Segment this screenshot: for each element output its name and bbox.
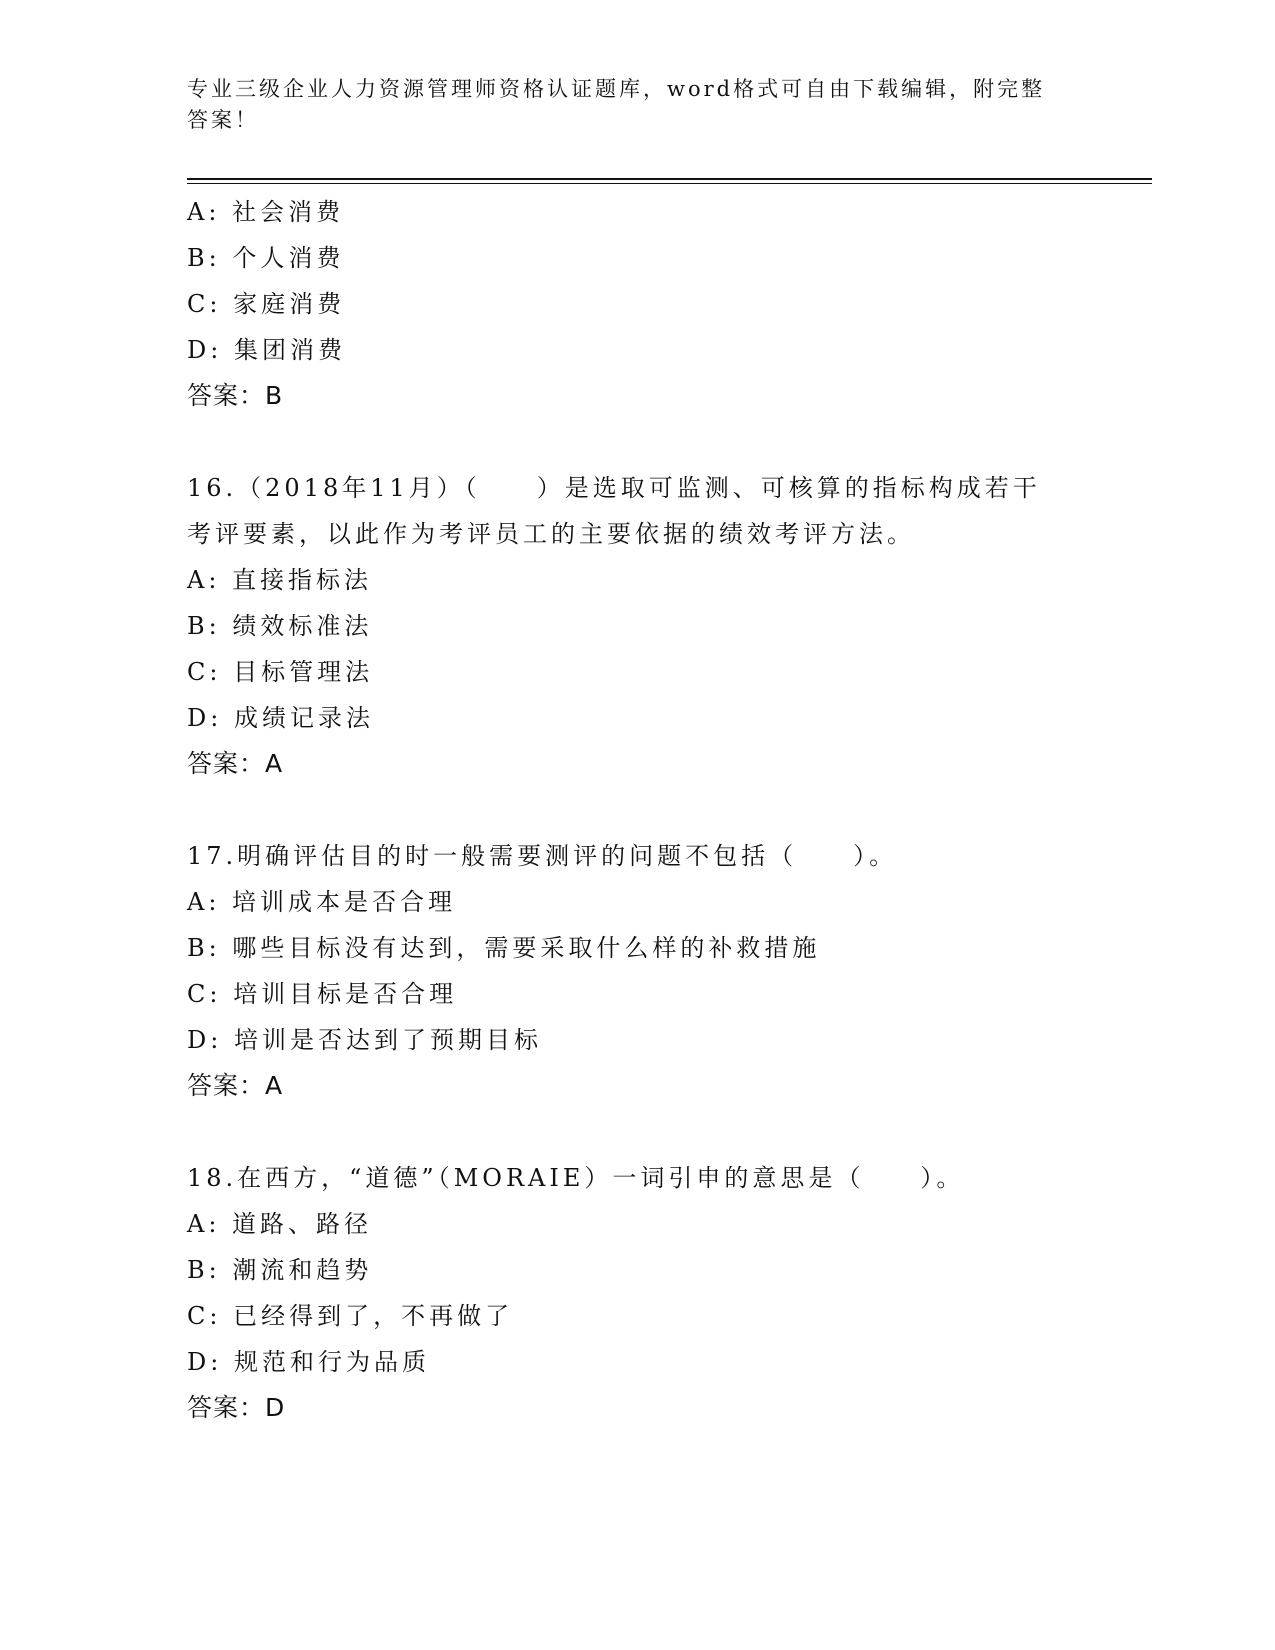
option-d: D: 成绩记录法 <box>187 704 374 732</box>
option-d: D: 规范和行为品质 <box>187 1348 430 1376</box>
question-17-block <box>187 833 1087 1109</box>
question-content <box>187 189 1087 1431</box>
header-line-1: 专业三级企业人力资源管理师资格认证题库，word格式可自由下载编辑，附完整 <box>187 77 1046 101</box>
question-stem-line-1: 16.（2018年11月）（ ）是选取可监测、可核算的指标构成若干 <box>187 474 1041 502</box>
question-stem-line-1: 18.在西方，“道德”（MORAIE）一词引申的意思是（ ）。 <box>187 1164 965 1192</box>
option-b: B: 哪些目标没有达到，需要采取什么样的补救措施 <box>187 934 821 962</box>
question-16-block <box>187 465 1087 787</box>
option-b: B: 绩效标准法 <box>187 612 373 640</box>
spacer <box>187 787 1087 833</box>
option-a: A: 社会消费 <box>187 198 345 226</box>
header-line-2: 答案！ <box>187 108 259 132</box>
header-rule-thin <box>187 183 1152 184</box>
option-a: A: 直接指标法 <box>187 566 373 594</box>
question-stem-line-2: 考评要素，以此作为考评员工的主要依据的绩效考评方法。 <box>187 520 915 548</box>
option-a: A: 培训成本是否合理 <box>187 888 457 916</box>
page-header <box>187 74 1067 136</box>
option-b: B: 潮流和趋势 <box>187 1256 373 1284</box>
option-c: C: 已经得到了，不再做了 <box>187 1302 514 1330</box>
spacer <box>187 1109 1087 1155</box>
option-a: A: 道路、路径 <box>187 1210 373 1238</box>
answer-line: 答案：A <box>187 749 284 778</box>
answer-line: 答案：A <box>187 1071 284 1100</box>
answer-line: 答案：D <box>187 1393 286 1422</box>
answer-line: 答案：B <box>187 381 284 410</box>
question-18-block <box>187 1155 1087 1431</box>
question-stem-line-1: 17.明确评估目的时一般需要测评的问题不包括（ ）。 <box>187 842 898 870</box>
prev-question-block <box>187 189 1087 419</box>
spacer <box>187 419 1087 465</box>
option-c: C: 培训目标是否合理 <box>187 980 458 1008</box>
option-d: D: 培训是否达到了预期目标 <box>187 1026 542 1054</box>
option-c: C: 目标管理法 <box>187 658 374 686</box>
option-d: D: 集团消费 <box>187 336 346 364</box>
header-rule-thick <box>187 178 1152 180</box>
option-c: C: 家庭消费 <box>187 290 346 318</box>
option-b: B: 个人消费 <box>187 244 345 272</box>
